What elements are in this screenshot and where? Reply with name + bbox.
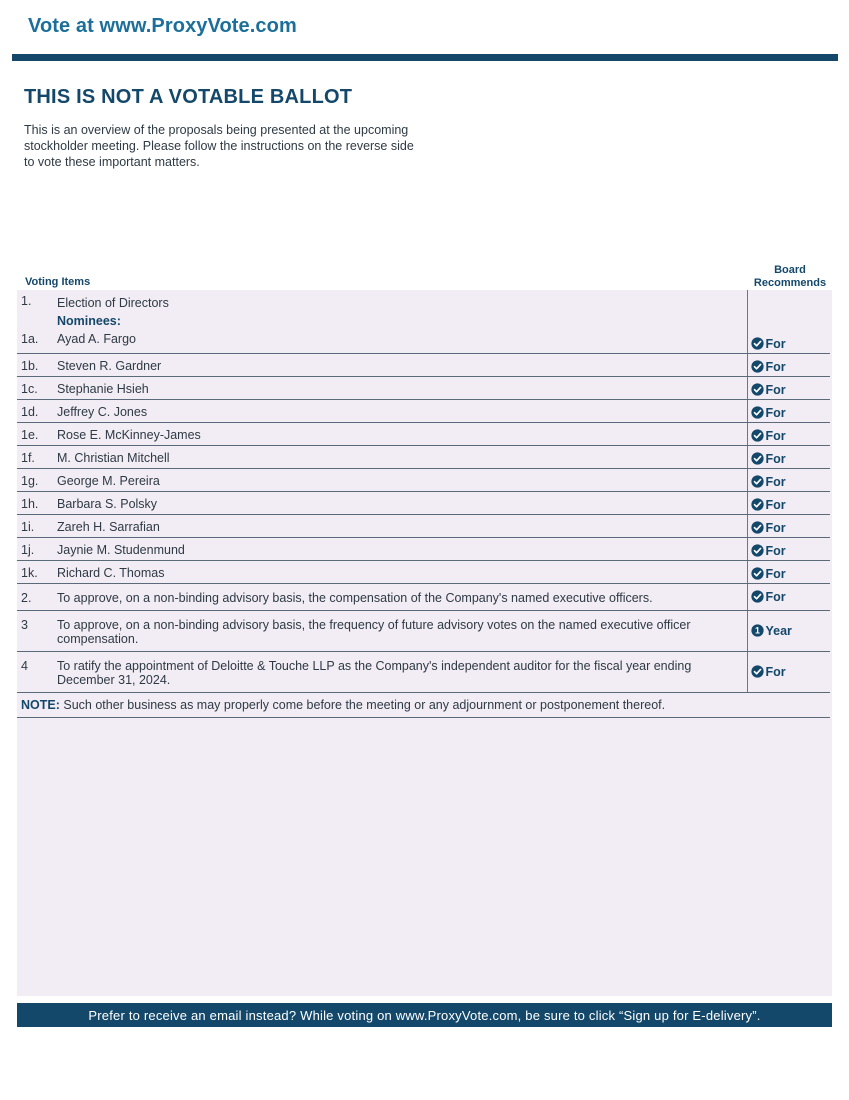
proposal-row [17,583,830,610]
voting-items-table [17,290,830,718]
recommendation-label: For [765,451,786,466]
board-recommends-header [748,264,832,290]
nominee-rec-cell [747,560,830,583]
recommendation-label: For [765,543,786,558]
check-icon [751,429,764,442]
voting-items-body [17,290,830,717]
intro-text: This is an overview of the proposals being presented at the upcoming stockholder meeting. Please follow the instructions on the reverse side to vote these important matters. [24,123,414,169]
nominee-row [17,560,830,583]
nominee-row [17,514,830,537]
proposal-number: 3 [17,610,57,651]
check-icon [751,360,764,373]
proposal-text: To approve, on a non-binding advisory basis, the compensation of the Company's named executive officers. [57,583,747,610]
nominee-row [17,537,830,560]
proposal-number: 4 [17,651,57,692]
recommendation-label: For [765,382,786,397]
proposal-row [17,651,830,692]
note-row [17,692,830,717]
recommendation [748,452,831,466]
nominee-rec-cell [747,491,830,514]
nominee-name: Barbara S. Polsky [57,491,747,514]
nominee-rec-cell [747,422,830,445]
nominee-row [17,491,830,514]
recommendation [748,624,831,638]
nominee-row [17,422,830,445]
recommendation-label: For [765,664,786,679]
recommendation [748,337,831,351]
proposal-row [17,610,830,651]
check-icon [751,521,764,534]
nominee-number: 1h. [17,491,57,514]
nominee-name: Jeffrey C. Jones [57,399,747,422]
check-icon [751,406,764,419]
recommendation [748,590,831,604]
note-cell [17,692,830,717]
nominee-row [17,353,830,376]
proposal-text: To approve, on a non-binding advisory basis, the frequency of future advisory votes on the named executive officer compensation. [57,610,747,651]
proposal-1-rec-cell [747,290,830,330]
recommendation [748,383,831,397]
nominee-name: George M. Pereira [57,468,747,491]
proposal-text: To ratify the appointment of Deloitte & Touche LLP as the Company's independent auditor for the fiscal year ending December 31, 2024. [57,651,747,692]
nominee-rec-cell [747,399,830,422]
check-icon [751,665,764,678]
nominee-rec-cell [747,330,830,353]
voting-items-header: Voting Items [25,276,91,288]
nominee-row [17,445,830,468]
recommendation [748,360,831,374]
nominee-rec-cell [747,514,830,537]
header-divider-bar [12,54,838,61]
nominee-rec-cell [747,445,830,468]
recommendation [748,665,831,679]
recommendation-label: For [765,405,786,420]
check-icon [751,498,764,511]
nominee-name: Steven R. Gardner [57,353,747,376]
nominee-row [17,376,830,399]
check-icon [751,544,764,557]
proposal-1-title: Election of Directors [57,296,169,310]
nominee-number: 1b. [17,353,57,376]
board-header-line2: Recommends [753,277,827,289]
proposal-rec-cell [747,583,830,610]
nominee-rec-cell [747,537,830,560]
recommendation-label: For [765,566,786,581]
nominee-name: Zareh H. Sarrafian [57,514,747,537]
recommendation-label: Year [765,623,792,638]
recommendation [748,498,831,512]
nominee-name: M. Christian Mitchell [57,445,747,468]
proposal-rec-cell [747,610,830,651]
recommendation-label: For [765,589,786,604]
e-delivery-footer: Prefer to receive an email instead? While voting on www.ProxyVote.com, be sure to click “Sign up for E-delivery”. [17,1003,832,1027]
nominee-number: 1c. [17,376,57,399]
nominee-name: Jaynie M. Studenmund [57,537,747,560]
proposal-1-desc [57,290,747,330]
board-header-line1: Board [774,264,806,276]
check-icon [751,475,764,488]
nominee-name: Rose E. McKinney-James [57,422,747,445]
recommendation [748,429,831,443]
nominee-number: 1j. [17,537,57,560]
nominee-name: Richard C. Thomas [57,560,747,583]
nominee-number: 1k. [17,560,57,583]
note-label: NOTE: [21,697,60,712]
recommendation [748,521,831,535]
nominee-number: 1a. [17,330,57,353]
nominee-number: 1e. [17,422,57,445]
recommendation-label: For [765,497,786,512]
nominee-number: 1f. [17,445,57,468]
nominee-number: 1d. [17,399,57,422]
recommendation-label: For [765,520,786,535]
recommendation [748,475,831,489]
nominee-name: Stephanie Hsieh [57,376,747,399]
svg-text:1: 1 [754,625,760,636]
check-icon [751,590,764,603]
check-icon [751,452,764,465]
recommendation-label: For [765,474,786,489]
nominee-row [17,399,830,422]
nominee-rec-cell [747,468,830,491]
recommendation-label: For [765,359,786,374]
nominee-rec-cell [747,376,830,399]
note-text: Such other business as may properly come before the meeting or any adjournment or postponement thereof. [63,697,666,712]
proposal-number: 1. [21,294,32,308]
check-icon [751,567,764,580]
nominee-row [17,468,830,491]
one-icon [751,624,764,637]
nominee-name: Ayad A. Fargo [57,330,747,353]
recommendation [748,406,831,420]
nominee-rec-cell [747,353,830,376]
recommendation-label: For [765,428,786,443]
vote-url-header: Vote at www.ProxyVote.com [28,15,297,37]
nominee-number: 1g. [17,468,57,491]
nominees-label: Nominees: [57,314,121,328]
nominee-row [17,330,830,353]
proposal-number: 2. [17,583,57,610]
proposal-rec-cell [747,651,830,692]
check-icon [751,383,764,396]
recommendation-label: For [765,336,786,351]
page-title: THIS IS NOT A VOTABLE BALLOT [24,86,353,108]
check-icon [751,337,764,350]
nominee-number: 1i. [17,514,57,537]
recommendation [748,567,831,581]
proposal-1-row [17,290,830,330]
recommendation [748,544,831,558]
